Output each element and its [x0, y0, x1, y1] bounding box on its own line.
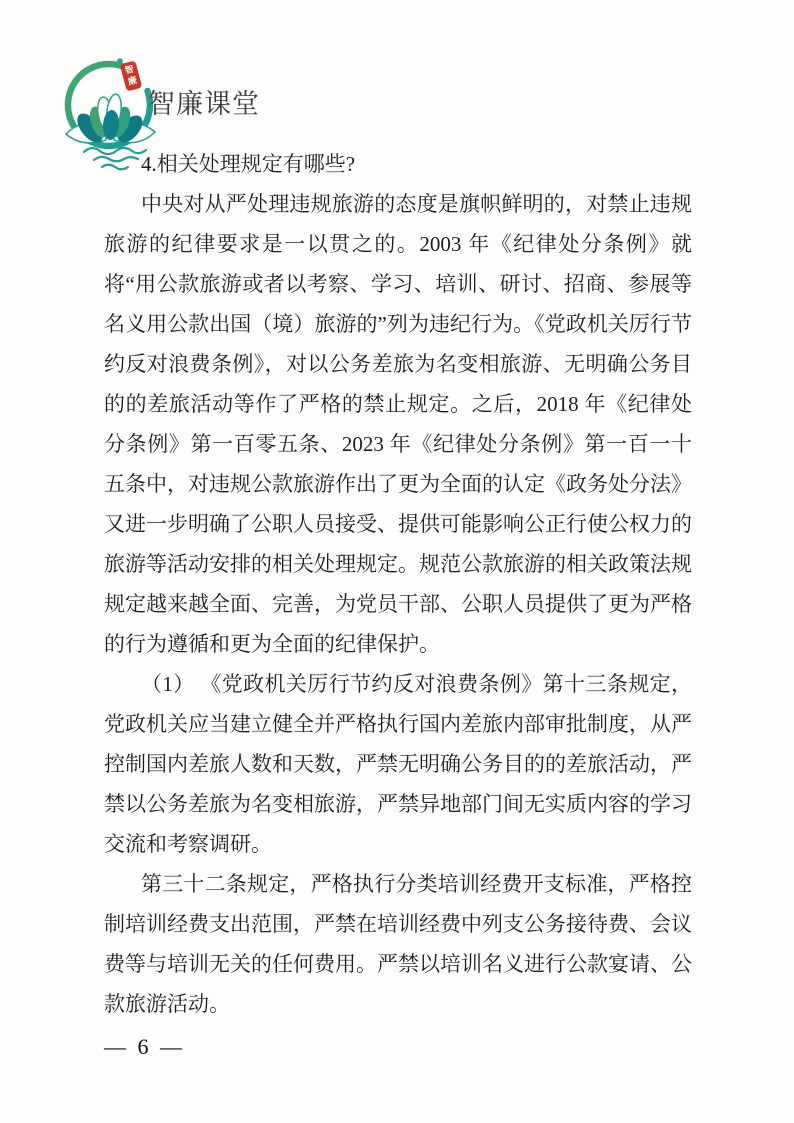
page-number: — 6 —	[104, 1034, 185, 1059]
body-paragraph: 第三十二条规定，严格执行分类培训经费开支标准，严格控制培训经费支出范围，严禁在培训经费中列支公务接待费、会议费等与培训无关的任何费用。严禁以培训名义进行公款宴请、公款旅游活动。	[104, 872, 692, 1016]
seal-top-char: 智	[123, 64, 136, 77]
body-paragraph: （1） 《党政机关厉行节约反对浪费条例》第十三条规定，党政机关应当建立健全并严格执行国内差旅内部审批制度，从严控制国内差旅人数和天数，严禁无明确公务目的的差旅活动，严禁以公务差旅为名变相旅游，严禁异地部门间无实质内容的学习交流和考察调研。	[104, 672, 692, 856]
seal-stamp-icon	[120, 60, 143, 91]
document-body	[104, 144, 692, 1024]
brand-text: 智廉课堂	[148, 89, 260, 119]
body-paragraph: 中央对从严处理违规旅游的态度是旗帜鲜明的，对禁止违规旅游的纪律要求是一以贯之的。2003 年《纪律处分条例》就将“用公款旅游或者以考察、学习、培训、研讨、招商、参展等名义用公款出国（境）旅游的”列为违纪行为。《党政机关厉行节约反对浪费条例》，对以公务差旅为名变相旅游、无明确公务目的的差旅活动等作了严格的禁止规定。之后，2018 年《纪律处分条例》第一百零五条、2023 年《纪律处分条例》第一百一十五条中，对违规公款旅游作出了更为全面的认定《政务处分法》又进一步明确了公职人员接受、提供可能影响公正行使公权力的旅游等活动安排的相关处理规定。规范公款旅游的相关政策法规规定越来越全面、完善，为党员干部、公职人员提供了更为严格的行为遵循和更为全面的纪律保护。	[104, 192, 692, 656]
seal-bottom-char: 廉	[126, 75, 139, 88]
section-heading: 4.相关处理规定有哪些?	[141, 152, 356, 176]
lotus-petals	[66, 93, 155, 147]
